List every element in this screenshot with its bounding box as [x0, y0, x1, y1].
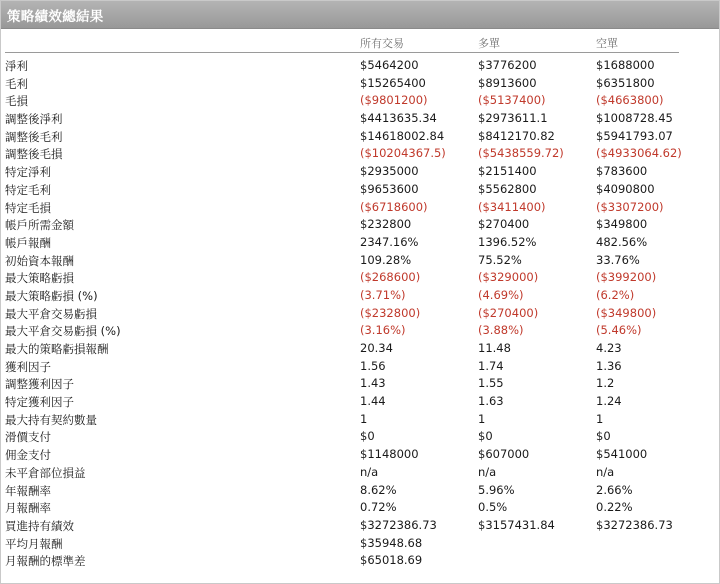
window-title: 策略績效總結果: [7, 9, 104, 25]
table-row: [1, 92, 719, 110]
table-row: [1, 216, 719, 234]
value-short: ($399200): [596, 270, 657, 285]
table-row: [1, 482, 719, 500]
row-label: 年報酬率: [5, 483, 51, 498]
value-long: $2151400: [478, 164, 537, 179]
value-long: $0: [478, 429, 493, 444]
table-row: [1, 305, 719, 323]
value-long: $3776200: [478, 58, 537, 72]
row-label: 帳戶報酬: [5, 235, 51, 250]
value-all-trades: ($232800): [360, 305, 421, 320]
value-short: 33.76%: [596, 252, 640, 267]
table-row: [1, 340, 719, 358]
value-short: $783600: [596, 164, 648, 179]
value-all-trades: 20.34: [360, 341, 393, 355]
value-long: 1: [478, 411, 486, 426]
table-row: [1, 287, 719, 305]
row-label: 最大平倉交易虧損: [5, 306, 97, 321]
value-all-trades: n/a: [360, 464, 379, 479]
value-short: 482.56%: [596, 234, 648, 249]
row-label: 毛利: [5, 76, 28, 91]
value-short: $0: [596, 429, 611, 444]
row-label: 獲利因子: [5, 359, 51, 374]
column-header-short: 空單: [596, 37, 618, 50]
value-long: ($329000): [478, 270, 539, 285]
value-all-trades: $9653600: [360, 181, 419, 196]
value-long: ($3411400): [478, 199, 546, 214]
value-long: (3.88%): [478, 323, 524, 338]
value-short: $1688000: [596, 58, 655, 72]
value-all-trades: ($9801200): [360, 93, 428, 108]
table-row: [1, 428, 719, 446]
row-label: 最大平倉交易虧損 (%): [5, 324, 121, 339]
value-short: 1.24: [596, 394, 622, 409]
header-divider: [5, 52, 679, 53]
value-all-trades: 1.43: [360, 376, 386, 391]
value-short: 1: [596, 411, 604, 426]
value-long: 1.74: [478, 358, 504, 373]
table-row: [1, 499, 719, 517]
row-label: 特定淨利: [5, 165, 51, 180]
table-row: [1, 163, 719, 181]
value-all-trades: 1.56: [360, 358, 386, 373]
value-short: ($349800): [596, 305, 657, 320]
value-short: (5.46%): [596, 323, 642, 338]
value-all-trades: 0.72%: [360, 500, 397, 515]
value-short: $3272386.73: [596, 517, 673, 532]
value-all-trades: ($268600): [360, 270, 421, 285]
value-all-trades: ($10204367.5): [360, 146, 446, 161]
value-all-trades: 109.28%: [360, 252, 412, 267]
value-long: $607000: [478, 447, 530, 462]
value-long: ($5137400): [478, 93, 546, 108]
table-row: [1, 110, 719, 128]
value-all-trades: ($6718600): [360, 199, 428, 214]
value-all-trades: $0: [360, 429, 375, 444]
row-label: 調整後毛損: [5, 147, 63, 162]
row-label: 淨利: [5, 59, 28, 73]
value-long: 1.55: [478, 376, 504, 391]
value-all-trades: $35948.68: [360, 535, 423, 550]
value-short: $5941793.07: [596, 128, 673, 143]
row-label: 滑價支付: [5, 430, 51, 445]
row-label: 最大持有契約數量: [5, 412, 97, 427]
table-row: [1, 358, 719, 376]
value-all-trades: $232800: [360, 217, 412, 232]
value-short: $6351800: [596, 75, 655, 90]
value-long: 11.48: [478, 341, 511, 355]
value-long: ($5438559.72): [478, 146, 564, 161]
column-header-all-trades: 所有交易: [360, 37, 404, 50]
value-long: $8913600: [478, 75, 537, 90]
value-short: 4.23: [596, 341, 622, 355]
row-label: 最大策略虧損 (%): [5, 288, 98, 303]
table-row: [1, 464, 719, 482]
table-row: [1, 128, 719, 146]
table-row: [1, 145, 719, 163]
row-label: 毛損: [5, 94, 28, 109]
value-long: ($270400): [478, 305, 539, 320]
row-label: 初始資本報酬: [5, 253, 74, 268]
value-all-trades: $2935000: [360, 164, 419, 179]
value-short: ($4663800): [596, 93, 664, 108]
value-short: (6.2%): [596, 287, 635, 302]
value-short: ($4933064.62): [596, 146, 682, 161]
value-short: $1008728.45: [596, 111, 673, 126]
table-row: [1, 181, 719, 199]
table-row: [1, 57, 719, 75]
table-row: [1, 552, 719, 570]
table-row: [1, 517, 719, 535]
value-long: n/a: [478, 464, 497, 479]
row-label: 月報酬的標準差: [5, 554, 86, 569]
value-short: $541000: [596, 447, 648, 462]
value-long: 1.63: [478, 394, 504, 409]
value-all-trades: $15265400: [360, 75, 426, 90]
table-row: [1, 199, 719, 217]
table-row: [1, 234, 719, 252]
value-long: 1396.52%: [478, 234, 537, 249]
row-label: 佣金支付: [5, 448, 51, 463]
value-short: 1.36: [596, 358, 622, 373]
table-row: [1, 252, 719, 270]
value-long: 75.52%: [478, 252, 522, 267]
row-label: 調整後淨利: [5, 112, 63, 127]
value-all-trades: 1: [360, 411, 368, 426]
value-all-trades: $1148000: [360, 447, 419, 462]
column-header-long: 多單: [478, 37, 500, 50]
table-row: [1, 375, 719, 393]
value-all-trades: (3.16%): [360, 323, 406, 338]
value-short: n/a: [596, 464, 615, 479]
value-all-trades: $3272386.73: [360, 517, 437, 532]
table-row: [1, 322, 719, 340]
value-long: 0.5%: [478, 500, 508, 515]
value-long: $270400: [478, 217, 530, 232]
value-all-trades: $65018.69: [360, 553, 423, 568]
value-short: $349800: [596, 217, 648, 232]
value-short: $4090800: [596, 181, 655, 196]
performance-table: [1, 57, 719, 570]
table-row: [1, 75, 719, 93]
table-row: [1, 535, 719, 553]
value-long: $2973611.1: [478, 111, 548, 126]
table-row: [1, 446, 719, 464]
row-label: 最大策略虧損: [5, 271, 74, 286]
value-all-trades: (3.71%): [360, 287, 406, 302]
value-all-trades: 2347.16%: [360, 234, 419, 249]
row-label: 最大的策略虧損報酬: [5, 342, 109, 356]
row-label: 帳戶所需金額: [5, 218, 74, 233]
value-long: 5.96%: [478, 482, 515, 497]
row-label: 平均月報酬: [5, 536, 63, 551]
row-label: 特定毛損: [5, 200, 51, 215]
value-long: $5562800: [478, 181, 537, 196]
table-row: [1, 269, 719, 287]
row-label: 月報酬率: [5, 501, 51, 516]
table-row: [1, 411, 719, 429]
value-short: ($3307200): [596, 199, 664, 214]
value-long: (4.69%): [478, 287, 524, 302]
row-label: 調整獲利因子: [5, 377, 74, 392]
value-short: 0.22%: [596, 500, 633, 515]
value-all-trades: 1.44: [360, 394, 386, 409]
value-all-trades: $5464200: [360, 58, 419, 72]
value-all-trades: $14618002.84: [360, 128, 445, 143]
value-all-trades: $4413635.34: [360, 111, 437, 126]
table-header: [1, 31, 719, 53]
value-short: 2.66%: [596, 482, 633, 497]
row-label: 未平倉部位損益: [5, 465, 86, 480]
value-long: $8412170.82: [478, 128, 555, 143]
row-label: 特定獲利因子: [5, 395, 74, 410]
table-row: [1, 393, 719, 411]
row-label: 特定毛利: [5, 182, 51, 197]
value-all-trades: 8.62%: [360, 482, 397, 497]
row-label: 買進持有績效: [5, 518, 74, 533]
title-bar: [1, 1, 719, 29]
value-short: 1.2: [596, 376, 615, 391]
row-label: 調整後毛利: [5, 129, 63, 144]
value-long: $3157431.84: [478, 517, 555, 532]
